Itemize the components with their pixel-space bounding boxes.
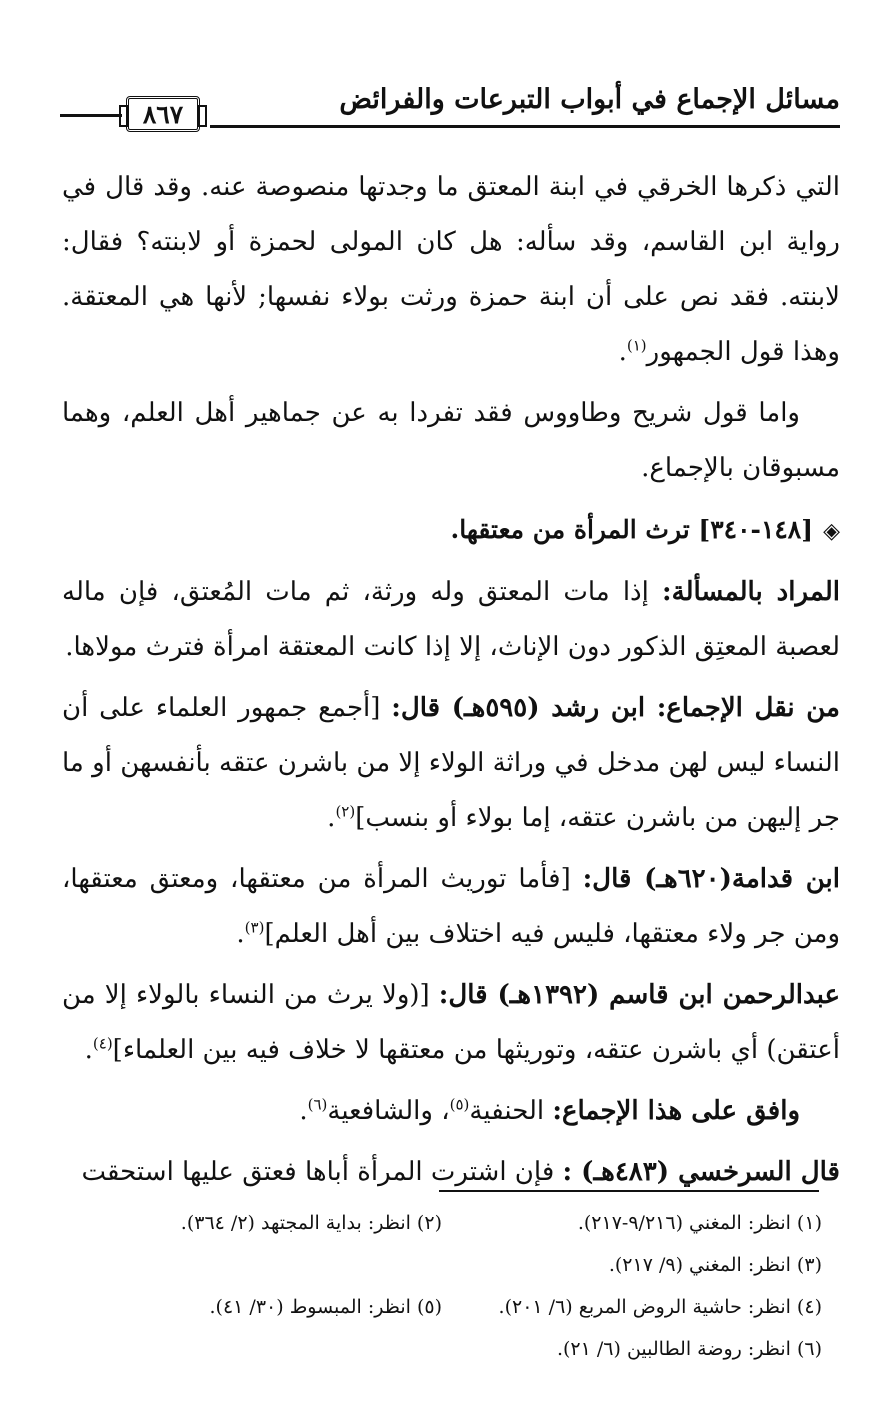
footnote-6: (٦) انظر: روضة الطالبين (٦/ ٢١).: [556, 1338, 822, 1360]
paragraph-3: [62, 565, 840, 675]
footnote-rule: [439, 1190, 819, 1192]
footnote-ref-3: (٣): [244, 918, 265, 937]
section-heading: [62, 502, 840, 559]
main-text: [62, 160, 840, 1206]
footnote-3: (٣) انظر: المغني (٩/ ٢١٧).: [608, 1254, 822, 1276]
header-title: مسائل الإجماع في أبواب التبرعات والفرائض: [339, 84, 840, 115]
paragraph-5: [62, 852, 840, 962]
paragraph-5-text: [فأما توريث المرأة من معتقها، ومعتق معتقها، ومن جر ولاء معتقها، فليس فيه اختلاف بين أهل العلم]: [62, 864, 840, 949]
paragraph-4: [62, 681, 840, 846]
footnote-ref-1: (١): [626, 336, 647, 355]
footnote-1: (١) انظر: المغني (٩/٢١٦-٢١٧).: [577, 1212, 822, 1234]
header-rule-left: [60, 114, 122, 117]
footnote-5: (٥) انظر: المبسوط (٣٠/ ٤١).: [209, 1296, 442, 1318]
paragraph-1-text: التي ذكرها الخرقي في ابنة المعتق ما وجدتها منصوصة عنه. وقد قال في رواية ابن القاسم، وقد سأله: هل كان المولى لحمزة أو لابنته؟ فقال: لابنته. فقد نص على أن ابنة حمزة ورثت بولاء نفسها; لأنها هي المعتقة. وهذا قول الجمهور: [62, 172, 840, 367]
paragraph-6-end: .: [84, 1035, 93, 1065]
paragraph-7: [62, 1084, 840, 1139]
footnote-ref-6: (٦): [307, 1095, 328, 1114]
paragraph-7-text-1: الحنفية: [469, 1096, 553, 1126]
paragraph-4-label: من نقل الإجماع: ابن رشد (٥٩٥هـ) قال:: [391, 693, 840, 723]
paragraph-3-label: المراد بالمسألة:: [662, 577, 840, 607]
paragraph-6-text: [(ولا يرث من النساء بالولاء إلا من أعتقن) أي باشرن عتقه، وتوريثها من معتقها لا خلاف فيه بين العلماء]: [62, 980, 840, 1065]
paragraph-6: [62, 968, 840, 1078]
footnotes: [62, 1202, 822, 1370]
footnote-ref-2: (٢): [335, 802, 356, 821]
footnote-row: [62, 1202, 822, 1244]
footnote-row: [62, 1286, 822, 1328]
paragraph-4-end: .: [327, 803, 336, 833]
paragraph-3-text: إذا مات المعتق وله ورثة، ثم مات المُعتق، فإن ماله لعصبة المعتِق الذكور دون الإناث، إلا إذا كانت المعتقة امرأة فترث مولاها.: [62, 577, 840, 662]
diamond-icon: ◈: [823, 518, 840, 544]
footnote-row: [62, 1328, 822, 1370]
paragraph-5-label: ابن قدامة(٦٢٠هـ) قال:: [582, 864, 840, 894]
paragraph-1-end: .: [618, 337, 627, 367]
paragraph-7-text-2: ، والشافعية: [327, 1096, 450, 1126]
footnote-ref-4: (٤): [92, 1034, 113, 1053]
footnote-ref-5: (٥): [449, 1095, 470, 1114]
running-header: [60, 78, 840, 138]
header-rule: [210, 125, 840, 128]
paragraph-1: [62, 160, 840, 380]
paragraph-2-text: واما قول شريح وطاووس فقد تفردا به عن جماهير أهل العلم، وهما مسبوقان بالإجماع.: [62, 398, 840, 483]
paragraph-4-text: [أجمع جمهور العلماء على أن النساء ليس لهن مدخل في وراثة الولاء إلا من باشرن عتقه بأنفسهن أو ما جر إليهن من باشرن عتقه، إما بولاء أو بنسب]: [62, 693, 840, 833]
footnote-row: [62, 1244, 822, 1286]
page-number: ٨٦٧: [126, 96, 200, 132]
section-title: [١٤٨-٣٤٠] ترث المرأة من معتقها.: [450, 515, 814, 544]
footnote-2: (٢) انظر: بداية المجتهد (٢/ ٣٦٤).: [180, 1212, 442, 1234]
paragraph-7-end: .: [299, 1096, 308, 1126]
paragraph-2: [62, 386, 840, 496]
paragraph-7-label: وافق على هذا الإجماع:: [552, 1096, 800, 1126]
paragraph-5-end: .: [236, 919, 245, 949]
paragraph-8-label: قال السرخسي (٤٨٣هـ) :: [562, 1157, 840, 1187]
footnote-4: (٤) انظر: حاشية الروض المربع (٦/ ٢٠١).: [498, 1296, 822, 1318]
paragraph-6-label: عبدالرحمن ابن قاسم (١٣٩٢هـ) قال:: [438, 980, 840, 1010]
paragraph-8-text: فإن اشترت المرأة أباها فعتق عليها استحقت: [81, 1157, 563, 1187]
